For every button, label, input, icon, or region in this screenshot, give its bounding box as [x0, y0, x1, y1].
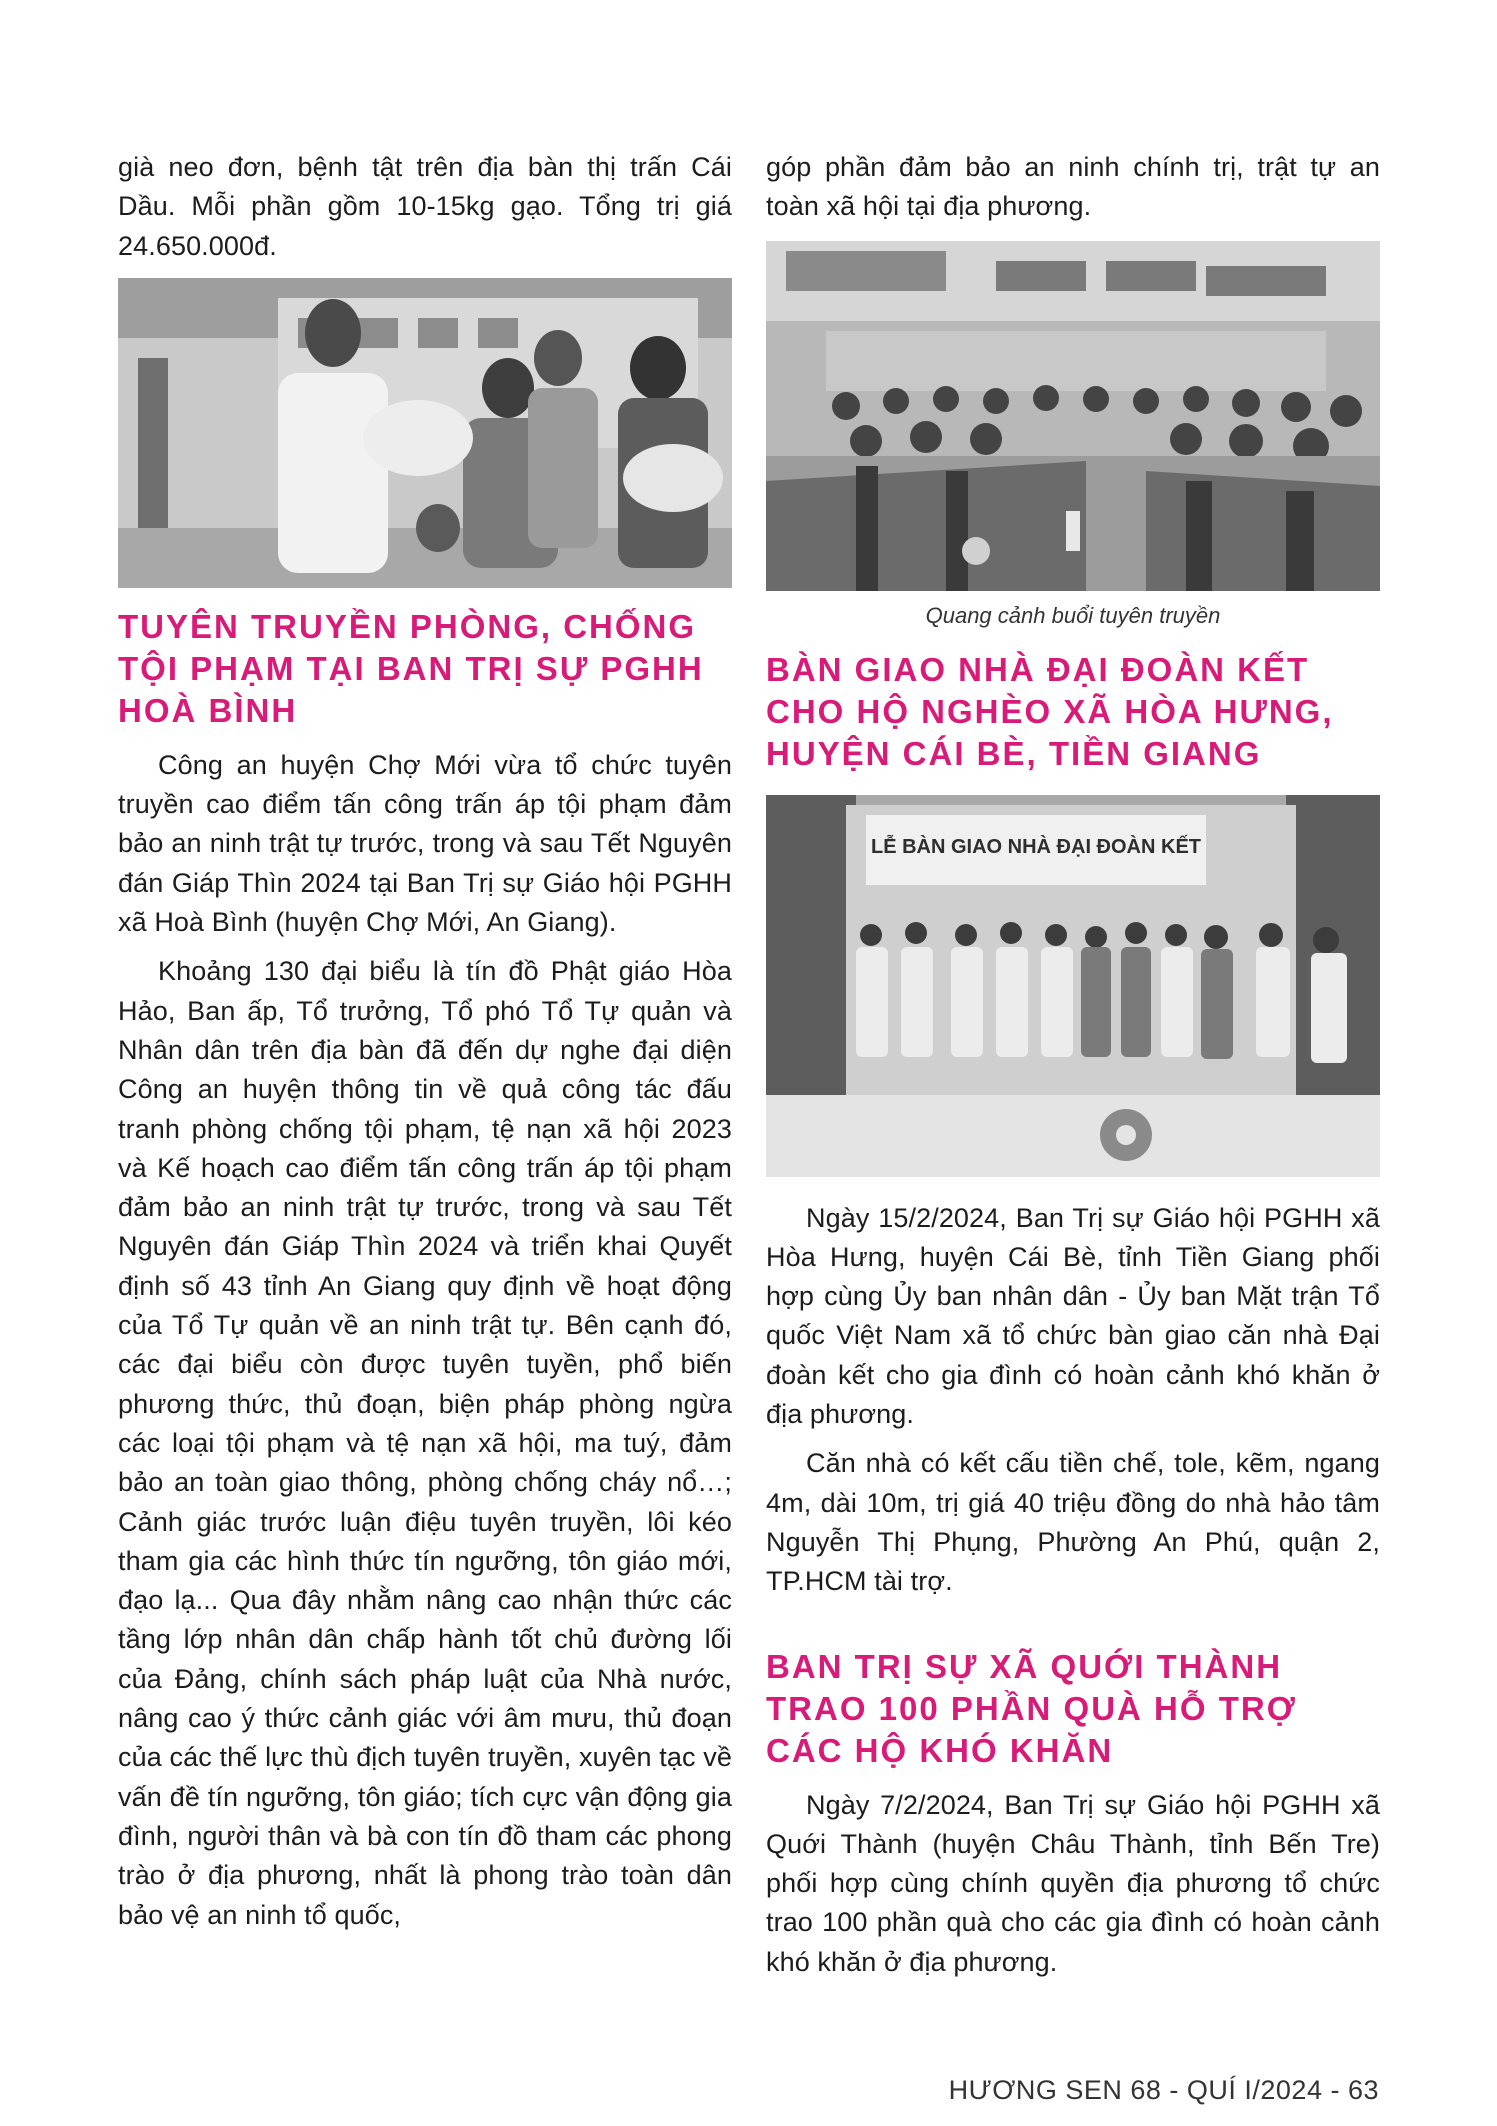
article-heading-gifts: BAN TRỊ SỰ XÃ QUỚI THÀNH TRAO 100 PHẦN QUÀ HỖ TRỢ CÁC HỘ KHÓ KHĂN: [766, 1647, 1297, 1769]
left-intro-text: già neo đơn, bệnh tật trên địa bàn thị trấn Cái Dầu. Mỗi phần gồm 10-15kg gạo. Tổng trị giá 24.650.000đ.: [118, 152, 732, 261]
right-intro-text: góp phần đảm bảo an ninh chính trị, trật tự an toàn xã hội tại địa phương.: [766, 152, 1380, 222]
article-paragraph: Khoảng 130 đại biểu là tín đồ Phật giáo Hòa Hảo, Ban ấp, Tổ trưởng, Tổ phó Tổ Tự quản và Nhân dân trên địa bàn đã đến dự nghe đại diện Công an huyện thông tin về quả công tác đấu tranh phòng chống tội phạm, tệ nạn xã hội 2023 và Kế hoạch cao điểm tấn công trấn áp tội phạm đảm bảo an ninh trật tự trước, trong và sau Tết Nguyên đán Giáp Thìn 2024 và triển khai Quyết định số 43 tỉnh An Giang quy định về hoạt động của Tổ Tự quản về an ninh trật tự. Bên cạnh đó, các đại biểu còn được tuyên tuyền, phổ biến phương thức, thủ đoạn, biện pháp phòng ngừa các loại tội phạm và tệ nạn xã hội, ma tuý, đảm bảo an toàn giao thông, phòng chống cháy nổ…; Cảnh giác trước luận điệu tuyên truyền, lôi kéo tham gia các hình thức tín ngưỡng, tôn giáo mới, đạo lạ... Qua đây nhằm nâng cao nhận thức các tầng lớp nhân dân chấp hành tốt chủ đường lối của Đảng, chính sách pháp luật của Nhà nước, nâng cao ý thức cảnh giác với âm mưu, thủ đoạn của các thế lực thù địch tuyên truyền, xuyên tạc về vấn đề tín ngưỡng, tôn giáo; tích cực vận động gia đình, người thân và bà con tín đồ tham các phong trào ở địa phương, nhất là phong trào toàn dân bảo vệ an ninh tổ quốc,: [118, 956, 732, 1930]
article-heading-house-handover: BÀN GIAO NHÀ ĐẠI ĐOÀN KẾT CHO HỘ NGHÈO XÃ HÒA HƯNG, HUYỆN CÁI BÈ, TIỀN GIANG: [766, 650, 1334, 772]
article-paragraph: Công an huyện Chợ Mới vừa tổ chức tuyên truyền cao điểm tấn công trấn áp tội phạm đảm bảo an ninh trật tự trước, trong và sau Tết Nguyên đán Giáp Thìn 2024 tại Ban Trị sự Giáo hội PGHH xã Hoà Bình (huyện Chợ Mới, An Giang).: [118, 749, 732, 938]
article-heading-propaganda: TUYÊN TRUYỀN PHÒNG, CHỐNG TỘI PHẠM TẠI BAN TRỊ SỰ PGHH HOÀ BÌNH: [118, 607, 704, 729]
photo-house-handover: [766, 795, 1380, 1177]
page-footer: HƯƠNG SEN 68 - QUÍ I/2024 - 63: [948, 2075, 1379, 2105]
photo-caption: Quang cảnh buổi tuyên truyền: [925, 602, 1221, 628]
article-paragraph: Ngày 15/2/2024, Ban Trị sự Giáo hội PGHH xã Hòa Hưng, huyện Cái Bè, tỉnh Tiền Giang phối hợp cùng Ủy ban nhân dân - Ủy ban Mặt trận Tổ quốc Việt Nam xã tổ chức bàn giao căn nhà Đại đoàn kết cho gia đình có hoàn cảnh khó khăn ở địa phương.: [766, 1202, 1380, 1430]
photo-rice-distribution: [118, 278, 732, 588]
photo-meeting-hall: [766, 241, 1380, 591]
left-column: [118, 148, 732, 1935]
article-paragraph: Ngày 7/2/2024, Ban Trị sự Giáo hội PGHH xã Quới Thành (huyện Châu Thành, tỉnh Bến Tre) phối hợp cùng chính quyền địa phương tổ chức trao 100 phần quà cho các gia đình có hoàn cảnh khó khăn ở địa phương.: [766, 1789, 1380, 1977]
article-paragraph: Căn nhà có kết cấu tiền chế, tole, kẽm, ngang 4m, dài 10m, trị giá 40 triệu đồng do nhà hảo tâm Nguyễn Thị Phụng, Phường An Phú, quận 2, TP.HCM tài trợ.: [766, 1448, 1380, 1597]
right-column: [766, 148, 1380, 1982]
banner-text: LỄ BÀN GIAO NHÀ ĐẠI ĐOÀN KẾT: [871, 835, 1201, 858]
